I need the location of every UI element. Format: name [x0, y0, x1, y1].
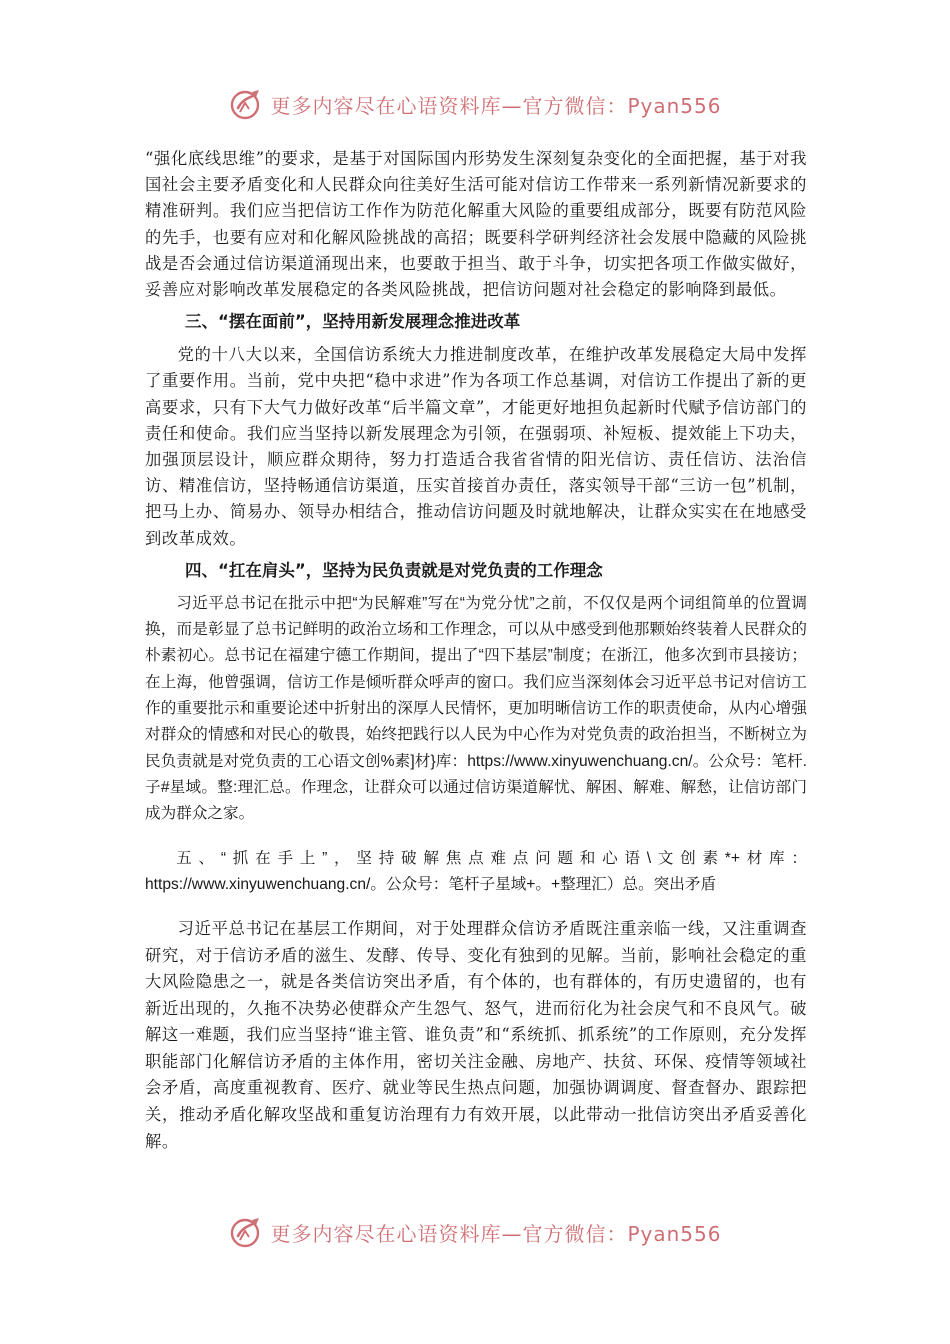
section-heading: 三、“摆在面前”，坚持用新发展理念推进改革 — [185, 312, 521, 332]
paragraph: 党的十八大以来，全国信访系统大力推进制度改革，在维护改革发展稳定大局中发挥了重要作用。当前，党中央把“稳中求进”作为各项工作总基调，对信访工作提出了新的更高要求，只有下大气力做好改革“后半篇文章”，才能更好地担负起新时代赋予信访部门的责任和使命。我们应当坚持以新发展理念为引领，在强弱项、补短板、提效能上下功夫，加强顶层设计，顺应群众期待，努力打造适合我省省情的阳光信访、责任信访、法治信访、精准信访，坚持畅通信访渠道，压实首接首办责任，落实领导干部“三访一包”机制，把马上办、简易办、领导办相结合，推动信访问题及时就地解决，让群众实实在在地感受到改革成效。 — [145, 345, 807, 548]
paragraph: “强化底线思维”的要求，是基于对国际国内形势发生深刻复杂变化的全面把握，基于对我国社会主要矛盾变化和人民群众向往美好生活可能对信访工作带来一系列新情况新要求的精准研判。我们应当把信访工作作为防范化解重大风险的重要组成部分，既要有防范风险的先手，也要有应对和化解风险挑战的高招；既要科学研判经济社会发展中隐藏的风险挑战是否会通过信访渠道涌现出来，也要敢于担当、敢于斗争，切实把各项工作做实做好，妥善应对影响改革发展稳定的各类风险挑战，把信访问题对社会稳定的影响降到最低。 — [145, 149, 807, 300]
banner-text: 更多内容尽在心语资料库—官方微信：Pyan556 — [270, 93, 722, 118]
footer-banner — [0, 1212, 950, 1252]
header-banner — [0, 84, 950, 124]
paragraph: 习近平总书记在批示中把“为民解难”写在“为党分忧”之前，不仅仅是两个词组简单的位置调换，而是彰显了总书记鲜明的政治立场和工作理念，可以从中感受到他那颗始终装着人民群众的朴素初心。总书记在福建宁德工作期间，提出了“四下基层”制度；在浙江，他多次到市县接访；在上海，他曾强调，信访工作是倾听群众呼声的窗口。我们应当深刻体会习近平总书记对信访工作的重要批示和重要论述中折射出的深厚人民情怀，更加明晰信访工作的职责使命，从内心增强对群众的情感和对民心的敬畏，始终把践行以人民为中心作为对党负责的政治担当，不断树立为民负责就是对党负责的工心语文创%素]材}库：https://www.xinyuwenchuang.cn/。公众号：笔杆.子#星域。整:理汇总。作理念，让群众可以通过信访渠道解忧、解困、解难、解愁，让信访部门成为群众之家。 — [145, 594, 807, 823]
brand-logo-icon — [228, 1214, 264, 1250]
paragraph: 习近平总书记在基层工作期间，对于处理群众信访矛盾既注重亲临一线，又注重调查研究，对于信访矛盾的滋生、发酵、传导、变化有独到的见解。当前，影响社会稳定的重大风险隐患之一，就是各类信访突出矛盾，有个体的，也有群体的，有历史遗留的，也有新近出现的，久拖不决势必使群众产生怨气、怒气，进而衍化为社会戾气和不良风气。破解这一难题，我们应当坚持“谁主管、谁负责”和“系统抓、抓系统”的工作原则，充分发挥职能部门化解信访矛盾的主体作用，密切关注金融、房地产、扶贫、环保、疫情等领域社会矛盾，高度重视教育、医疗、就业等民生热点问题，加强协调调度、督查督办、跟踪把关，推动矛盾化解攻坚战和重复访治理有力有效开展，以此带动一批信访突出矛盾妥善化解。 — [145, 918, 807, 1151]
document-body — [145, 146, 807, 1155]
paragraph: 五、“抓在手上”，坚持破解焦点难点问题和心语\文创素*+材库：https://www.xinyuwenchuang.cn/。公众号：笔杆子星域+。+整理汇）总。突出矛盾 — [145, 849, 807, 893]
banner-text: 更多内容尽在心语资料库—官方微信：Pyan556 — [270, 1221, 722, 1246]
section-heading: 四、“扛在肩头”，坚持为民负责就是对党负责的工作理念 — [185, 560, 603, 580]
brand-logo-icon — [228, 86, 264, 122]
